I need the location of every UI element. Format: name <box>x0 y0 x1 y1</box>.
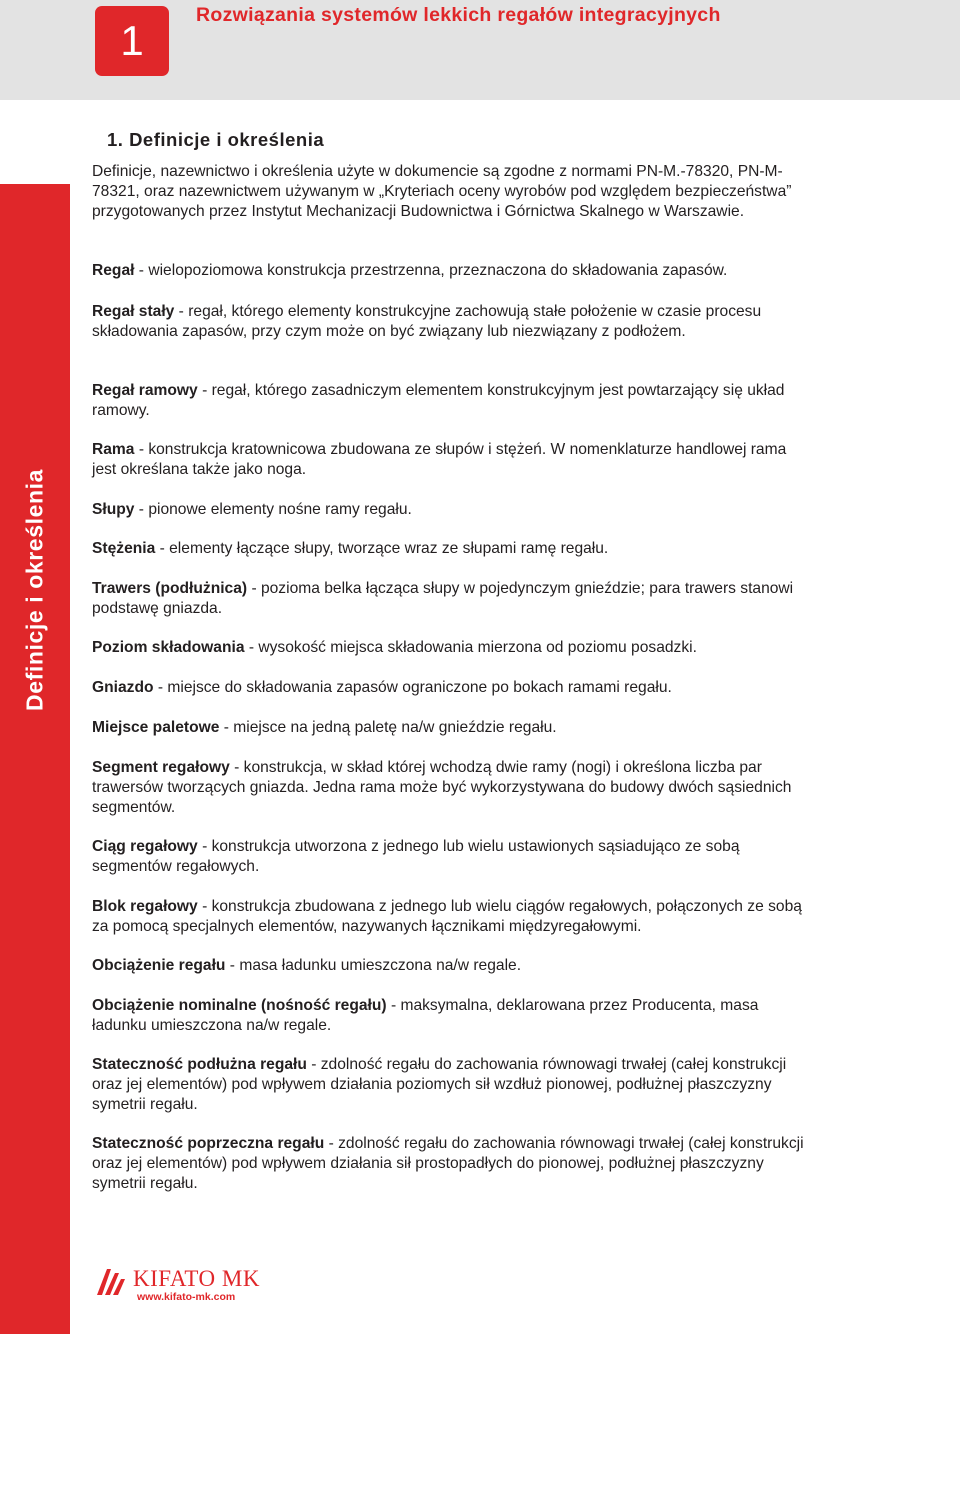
definition-term: Poziom składowania <box>92 639 245 656</box>
definition-term: Blok regałowy <box>92 898 198 915</box>
definition-text: - zdolność regału do zachowania równowagi trwałej (całej konstrukcji oraz jej elementów) pod wpływem działania poziomych sił wzdłuż pionowej, podłużnej płaszczyzny symetrii regału. <box>92 1056 787 1113</box>
chapter-number-badge: 1 <box>95 6 169 76</box>
definition-item <box>92 579 812 619</box>
company-logo <box>93 1265 283 1305</box>
definition-item <box>92 956 812 976</box>
definition-term: Obciążenie nominalne (nośność regału) <box>92 997 387 1014</box>
definition-item <box>92 500 812 520</box>
definition-text: - konstrukcja zbudowana z jednego lub wielu ciągów regałowych, połączonych ze sobą za pomocą specjalnych elementów, nazywanych łącznikami międzyregałowymi. <box>92 898 802 935</box>
logo-mark-icon <box>93 1265 129 1301</box>
definition-term: Obciążenie regału <box>92 957 226 974</box>
side-tab-label: Definicje i określenia <box>21 468 48 712</box>
definition-text: - elementy łączące słupy, tworzące wraz ze słupami ramę regału. <box>155 540 609 557</box>
definition-text: - miejsce do składowania zapasów ograniczone po bokach ramami regału. <box>153 679 672 696</box>
definition-term: Segment regałowy <box>92 759 230 776</box>
definition-term: Gniazdo <box>92 679 154 696</box>
definition-term: Regał <box>92 262 135 279</box>
header-title: Rozwiązania systemów lekkich regałów integracyjnych <box>196 4 721 26</box>
definition-term: Trawers (podłużnica) <box>92 580 248 597</box>
definition-term: Słupy <box>92 501 135 518</box>
definition-item <box>92 638 812 658</box>
page-number: 4 <box>29 1465 41 1486</box>
definition-item <box>92 302 812 342</box>
logo-url: www.kifato-mk.com <box>137 1291 236 1303</box>
definition-text: - wielopoziomowa konstrukcja przestrzenna, przeznaczona do składowania zapasów. <box>134 262 728 279</box>
definition-text: - konstrukcja, w skład której wchodzą dwie ramy (nogi) i określona liczba par trawersów tworzących gniazda. Jedna rama może być wykorzystywana do budowy dwóch sąsiednich segmentów. <box>92 759 792 816</box>
definition-text: - wysokość miejsca składowania mierzona od poziomu posadzki. <box>244 639 697 656</box>
definition-term: Stężenia <box>92 540 156 557</box>
logo-name: KIFATO MK <box>133 1266 260 1291</box>
definition-text: - masa ładunku umieszczona na/w regale. <box>225 957 522 974</box>
intro-text: Definicje, nazewnictwo i określenia użyte w dokumencie są zgodne z normami PN-M.-78320, PN-M-78321, oraz nazewnictwem używanym w „Kryteriach oceny wyrobów pod względem bezpieczeństwa” przygotowanych przez Instytut Mechanizacji Budownictwa i Górnictwa Skalnego w Warszawie. <box>92 163 792 220</box>
definition-item <box>92 440 812 480</box>
definition-text: - konstrukcja utworzona z jednego lub wielu ustawionych sąsiadująco ze sobą segmentów regałowych. <box>92 838 740 875</box>
intro-paragraph <box>92 162 812 221</box>
definition-text: - konstrukcja kratownicowa zbudowana ze słupów i stężeń. W nomenklaturze handlowej rama jest określana także jako noga. <box>92 441 787 478</box>
definition-term: Miejsce paletowe <box>92 719 220 736</box>
definition-term: Stateczność poprzeczna regału <box>92 1135 325 1152</box>
definition-text: - regał, którego zasadniczym elementem konstrukcyjnym jest powtarzający się układ ramowy. <box>92 382 785 419</box>
definition-text: - pozioma belka łącząca słupy w pojedynczym gnieździe; para trawers stanowi podstawę gniazda. <box>92 580 794 617</box>
definition-item <box>92 897 812 937</box>
definition-term: Stateczność podłużna regału <box>92 1056 307 1073</box>
side-tab <box>0 184 70 1486</box>
definition-text: - maksymalna, deklarowana przez Producenta, masa ładunku umieszczona na/w regale. <box>92 997 759 1034</box>
definition-item <box>92 1055 812 1114</box>
definition-item <box>92 261 812 281</box>
definition-text: - zdolność regału do zachowania równowagi trwałej (całej konstrukcji oraz jej elementów) pod wpływem działania sił prostopadłych do pionowej, podłużnej płaszczyzny symetrii regału. <box>92 1135 804 1192</box>
definition-item <box>92 678 812 698</box>
definition-term: Ciąg regałowy <box>92 838 198 855</box>
definition-item <box>92 539 812 559</box>
definition-term: Rama <box>92 441 135 458</box>
definition-text: - pionowe elementy nośne ramy regału. <box>134 501 412 518</box>
definition-term: Regał stały <box>92 303 175 320</box>
definition-text: - miejsce na jedną paletę na/w gnieździe regału. <box>219 719 557 736</box>
definition-text: - regał, którego elementy konstrukcyjne zachowują stałe położenie w czasie procesu składowania zapasów, przy czym może on być związany lub niezwiązany z podłożem. <box>92 303 762 340</box>
definition-item <box>92 837 812 877</box>
definition-item <box>92 381 812 421</box>
definition-item <box>92 1134 812 1193</box>
definition-term: Regał ramowy <box>92 382 198 399</box>
definition-item <box>92 718 812 738</box>
definition-item <box>92 996 812 1036</box>
definition-item <box>92 758 812 817</box>
section-title: 1. Definicje i określenia <box>107 129 325 150</box>
